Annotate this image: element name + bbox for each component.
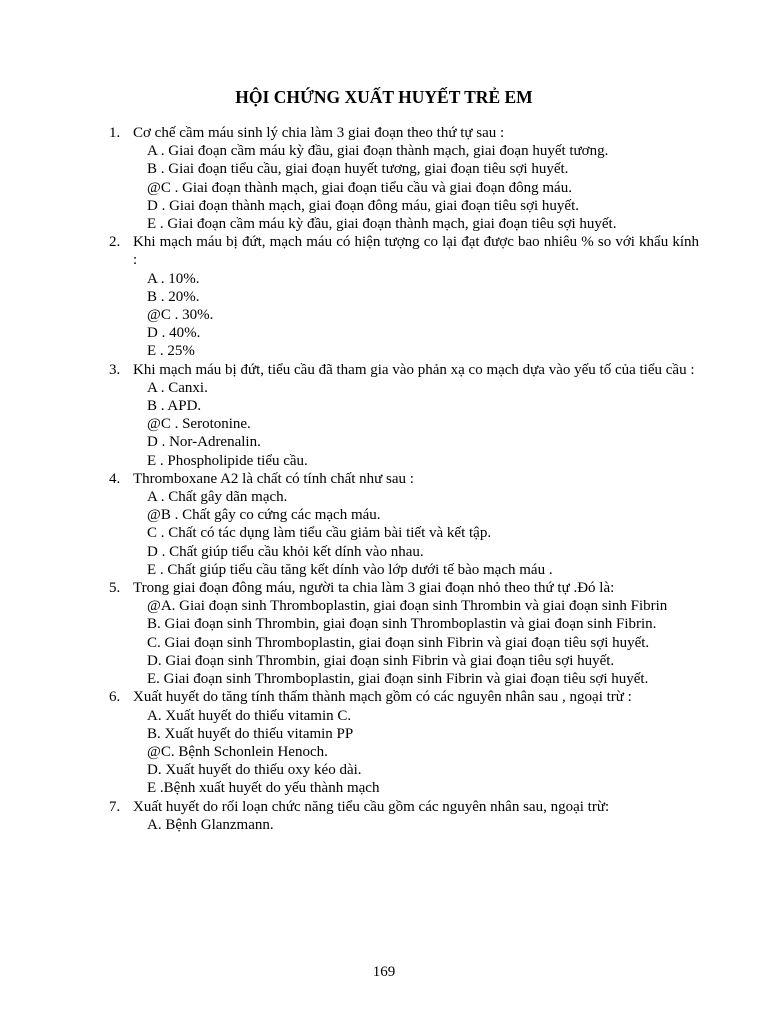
question-number: 5. [109, 580, 121, 597]
question-item [109, 361, 699, 470]
answer-option: B. Giai đoạn sinh Thrombin, giai đoạn sinh Thromboplastin và giai đoạn sinh Fibrin. [147, 616, 657, 633]
answer-option: D . Giai đoạn thành mạch, giai đoạn đông máu, giai đoạn tiêu sợi huyết. [147, 197, 580, 214]
answer-option: C. Giai đoạn sinh Thromboplastin, giai đoạn sinh Fibrin và giai đoạn tiêu sợi huyết. [147, 634, 650, 651]
answer-option: E . Chất giúp tiểu cầu tăng kết dính vào lớp dưới tế bào mạch máu . [147, 561, 553, 578]
question-text: Khi mạch máu bị đứt, tiểu cầu đã tham gia vào phản xạ co mạch dựa vào yếu tố của tiểu cầu : [133, 361, 695, 378]
question-number: 7. [109, 798, 121, 815]
answer-option: E . Giai đoạn cầm máu kỳ đầu, giai đoạn thành mạch, giai đoạn tiêu sợi huyết. [147, 216, 617, 233]
answer-option: A . Giai đoạn cầm máu kỳ đầu, giai đoạn thành mạch, giai đoạn huyết tương. [147, 143, 609, 160]
question-number: 2. [109, 234, 121, 251]
answer-list [133, 597, 699, 688]
answer-option: @C . Giai đoạn thành mạch, giai đoạn tiểu cầu và giai đoạn đông máu. [147, 179, 572, 196]
answer-option: @C. Bệnh Schonlein Henoch. [147, 743, 328, 760]
answer-option: B . 20%. [147, 288, 200, 305]
question-number: 6. [109, 689, 121, 706]
document-title: HỘI CHỨNG XUẤT HUYẾT TRẺ EM [235, 87, 533, 107]
question-text: Xuất huyết do tăng tính thấm thành mạch gồm có các nguyên nhân sau , ngoại trừ : [133, 689, 632, 706]
answer-option: D . 40%. [147, 325, 201, 342]
answer-option: E .Bệnh xuất huyết do yếu thành mạch [147, 780, 380, 797]
question-number: 1. [109, 125, 121, 141]
answer-option: @B . Chất gây co cứng các mạch máu. [147, 507, 381, 524]
answer-list [133, 379, 699, 470]
question-item [109, 688, 699, 797]
answer-option: B . Giai đoạn tiểu cầu, giai đoạn huyết tương, giai đoạn tiêu sợi huyết. [147, 161, 569, 178]
answer-option: E. Giai đoạn sinh Thromboplastin, giai đoạn sinh Fibrin và giai đoạn tiêu sợi huyết. [147, 671, 649, 688]
question-text: Cơ chế cầm máu sinh lý chia làm 3 giai đoạn theo thứ tự sau : [133, 125, 505, 141]
answer-option: B . APD. [147, 398, 202, 415]
answer-list [133, 488, 699, 579]
answer-option: @C . Serotonine. [147, 416, 251, 433]
answer-list [133, 707, 699, 798]
answer-option: E . 25% [147, 343, 195, 360]
answer-option: A . 10%. [147, 270, 200, 287]
page-number: 169 [372, 964, 396, 980]
question-item [109, 124, 699, 233]
answer-option: D . Nor-Adrenalin. [147, 434, 261, 451]
question-text: Thromboxane A2 là chất có tính chất như sau : [133, 470, 414, 487]
answer-option: A. Bệnh Glanzmann. [147, 816, 274, 833]
answer-option: B. Xuất huyết do thiếu vitamin PP [147, 725, 354, 742]
answer-list [133, 816, 699, 834]
answer-option: D. Giai đoạn sinh Thrombin, giai đoạn sinh Fibrin và giai đoạn tiêu sợi huyết. [147, 652, 615, 669]
answer-option: C . Chất có tác dụng làm tiểu cầu giảm bài tiết và kết tập. [147, 525, 492, 542]
question-list [109, 124, 699, 834]
answer-list [133, 142, 699, 233]
question-item [109, 579, 699, 688]
question-number: 4. [109, 470, 121, 487]
question-number: 3. [109, 361, 121, 378]
question-item [109, 470, 699, 579]
question-text: Trong giai đoạn đông máu, người ta chia làm 3 giai đoạn nhỏ theo thứ tự .Đó là: [133, 580, 615, 597]
answer-option: A . Chất gây dãn mạch. [147, 489, 288, 506]
answer-option: A. Xuất huyết do thiếu vitamin C. [147, 707, 352, 724]
answer-list [133, 270, 699, 361]
question-item [109, 233, 699, 360]
answer-option: @C . 30%. [147, 307, 214, 324]
answer-option: E . Phospholipide tiểu cầu. [147, 452, 308, 469]
question-text: Khi mạch máu bị đứt, mạch máu có hiện tượng co lại đạt được bao nhiêu % so với khẩu kính : [133, 234, 699, 269]
question-text: Xuất huyết do rối loạn chức năng tiểu cầu gồm các nguyên nhân sau, ngoại trừ: [133, 798, 610, 815]
answer-option: D. Xuất huyết do thiếu oxy kéo dài. [147, 762, 362, 779]
answer-option: @A. Giai đoạn sinh Thromboplastin, giai đoạn sinh Thrombin và giai đoạn sinh Fibrin [147, 598, 668, 615]
answer-option: D . Chất giúp tiểu cầu khỏi kết dính vào nhau. [147, 543, 424, 560]
answer-option: A . Canxi. [147, 379, 208, 396]
question-item [109, 798, 699, 834]
